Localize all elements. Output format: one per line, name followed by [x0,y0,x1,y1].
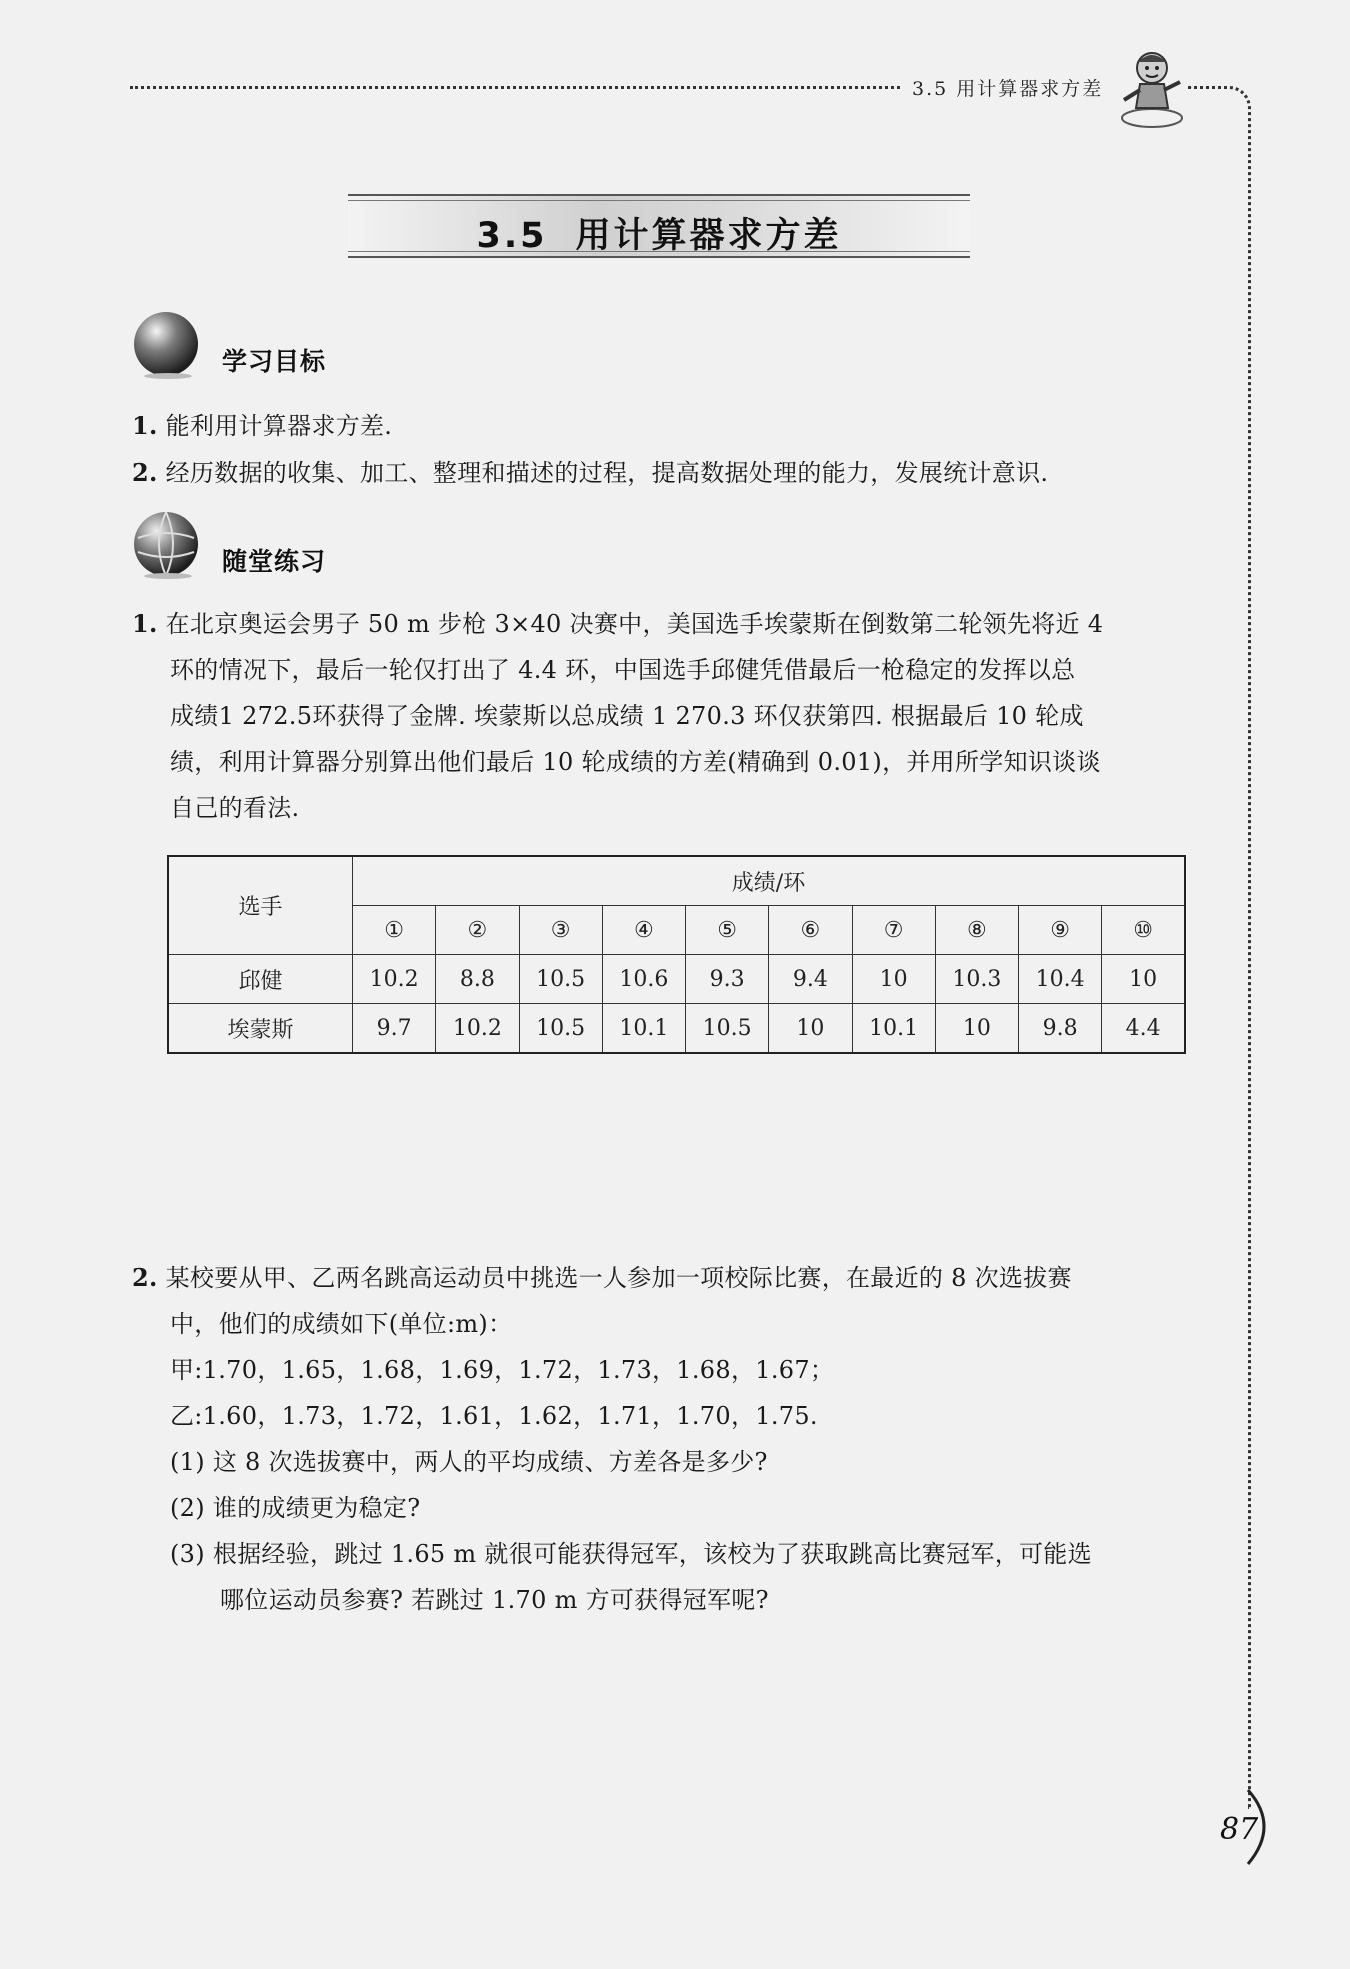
group-header-cell: 成绩/环 [353,856,1186,906]
globe-icon [132,510,202,580]
round-header-cell: ④ [602,906,685,955]
row-header-cell: 选手 [168,856,353,955]
practice-heading: 随堂练习 [222,547,327,576]
round-header-cell: ⑧ [935,906,1018,955]
section-title-text: 用计算器求方差 [575,216,842,256]
score-cell: 10 [852,955,935,1004]
objectives-heading: 学习目标 [222,347,327,376]
score-cell: 9.3 [686,955,769,1004]
question-1-line: 1. 在北京奥运会男子 50 m 步枪 3×40 决赛中，美国选手埃蒙斯在倒数第二轮领先将近 4 [132,609,1104,638]
score-cell: 10.5 [519,1004,602,1054]
question-2-subquestion: (3) 根据经验，跳过 1.65 m 就很可能获得冠军，该校为了获取跳高比赛冠军，可能选 [170,1540,1092,1568]
table-row [168,1004,1185,1054]
mascot-icon [1114,46,1190,130]
question-2-line: 中，他们的成绩如下(单位:m)： [170,1310,513,1338]
score-cell: 10.5 [519,955,602,1004]
player-name-cell: 埃蒙斯 [168,1004,353,1054]
score-cell: 8.8 [436,955,519,1004]
score-cell: 9.7 [353,1004,436,1054]
score-cell: 10 [769,1004,852,1054]
table-row [168,955,1185,1004]
score-cell: 10.2 [436,1004,519,1054]
score-cell: 10.3 [935,955,1018,1004]
score-cell: 10.2 [353,955,436,1004]
question-2-subquestion: (1) 这 8 次选拔赛中，两人的平均成绩、方差各是多少? [170,1448,768,1476]
question-1-line: 成绩1 272.5环获得了金牌. 埃蒙斯以总成绩 1 270.3 环仅获第四. 根据最后 10 轮成 [170,702,1084,730]
question-2-subquestion: 哪位运动员参赛? 若跳过 1.70 m 方可获得冠军呢? [220,1586,769,1614]
player-name-cell: 邱健 [168,955,353,1004]
objective-item: 1. 能利用计算器求方差. [132,411,393,440]
round-header-cell: ② [436,906,519,955]
round-header-cell: ⑥ [769,906,852,955]
question-1-line: 环的情况下，最后一轮仅打出了 4.4 环，中国选手邱健凭借最后一枪稳定的发挥以总 [170,656,1076,684]
score-cell: 10 [1102,955,1185,1004]
round-header-cell: ⑨ [1019,906,1102,955]
score-cell: 10.4 [1019,955,1102,1004]
running-title: 3.5 用计算器求方差 [912,78,1104,100]
score-cell: 10 [935,1004,1018,1054]
question-2-line: 甲:1.70，1.65，1.68，1.69，1.72，1.73，1.68，1.67； [170,1356,835,1384]
section-title-band [348,194,970,258]
page-title [348,208,970,258]
page-number: 87 [1220,1812,1259,1847]
round-header-cell: ③ [519,906,602,955]
score-cell: 10.6 [602,955,685,1004]
question-2-subquestion: (2) 谁的成绩更为稳定? [170,1494,421,1522]
scores-table [167,855,1186,1054]
score-cell: 9.8 [1019,1004,1102,1054]
round-header-cell: ⑩ [1102,906,1185,955]
question-1-line: 绩，利用计算器分别算出他们最后 10 轮成绩的方差(精确到 0.01)，并用所学知识谈谈 [170,748,1101,776]
question-1-line: 自己的看法. [170,794,300,822]
score-cell: 10.1 [602,1004,685,1054]
table-row [168,856,1185,906]
margin-dotted-rule [1188,86,1251,1809]
section-number: 3.5 [476,216,548,256]
objective-item: 2. 经历数据的收集、加工、整理和描述的过程，提高数据处理的能力，发展统计意识. [132,458,1049,487]
round-header-cell: ⑤ [686,906,769,955]
sphere-icon [132,310,202,380]
score-cell: 10.1 [852,1004,935,1054]
round-header-cell: ① [353,906,436,955]
question-2-line: 乙:1.60，1.73，1.72，1.61，1.62，1.71，1.70，1.75. [170,1402,818,1430]
question-2-line: 2. 某校要从甲、乙两名跳高运动员中挑选一人参加一项校际比赛，在最近的 8 次选拔赛 [132,1263,1072,1292]
score-cell: 4.4 [1102,1004,1185,1054]
score-cell: 10.5 [686,1004,769,1054]
score-cell: 9.4 [769,955,852,1004]
header-dotted-rule [130,86,900,89]
round-header-cell: ⑦ [852,906,935,955]
